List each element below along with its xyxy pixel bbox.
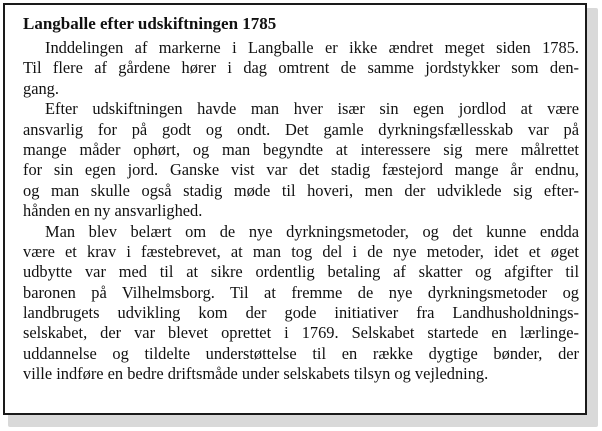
text-line xyxy=(23,364,579,384)
text-line-content: Til flere af gårdene hører i dag omtrent de samme jordstykker som den- xyxy=(23,58,579,78)
text-line-content: uddannelse og tildelte understøttelse til en række dygtige bønder, der xyxy=(23,343,579,363)
text-line xyxy=(23,323,579,343)
text-line-content: mange måder ophørt, og man begyndte at interessere sig mere målrettet xyxy=(23,139,579,159)
paragraph-lines xyxy=(23,38,579,385)
text-line xyxy=(23,58,579,78)
text-line xyxy=(23,262,579,282)
text-line xyxy=(23,303,579,323)
text-line-content: baronen på Vilhelmsborg. Til at fremme de nye dyrkningsmetoder og xyxy=(23,282,579,302)
text-line xyxy=(23,120,579,140)
text-line-content: ansvarlig for på godt og ondt. Det gamle dyrkningsfællesskab var på xyxy=(23,119,579,139)
text-line xyxy=(23,99,579,119)
text-line xyxy=(23,181,579,201)
text-line xyxy=(23,140,579,160)
text-line-content: landbrugets udvikling kom der gode initiativer fra Landhusholdnings- xyxy=(23,303,579,323)
text-line-content: udbytte var med til at sikre ordentlig betaling af skatter og afgifter til xyxy=(23,262,579,282)
document-frame xyxy=(3,3,587,415)
text-line-content: for sin egen jord. Ganske vist var det stadig fæstejord mange år endnu, xyxy=(23,160,579,180)
text-line xyxy=(23,38,579,58)
text-line-content: hånden en ny ansvarlighed. xyxy=(23,201,203,221)
text-line-content: selskabet, der var blevet oprettet i 1769. Selskabet startede en lærlinge- xyxy=(23,323,579,343)
text-line-content: Efter udskiftningen havde man hver især sin egen jordlod at være xyxy=(45,99,579,119)
text-line-content: Inddelingen af markerne i Langballe er ikke ændret meget siden 1785. xyxy=(45,38,579,57)
text-line xyxy=(23,160,579,180)
text-line-content: være et krav i fæstebrevet, at man tog del i de nye metoder, idet et øget xyxy=(23,241,579,261)
text-line-content: og man skulle også stadig møde til hoveri, men der udviklede sig efter- xyxy=(23,180,579,200)
text-line xyxy=(23,344,579,364)
text-line-content: gang. xyxy=(23,78,59,98)
text-line-content: Man blev belært om de nye dyrkningsmetoder, og det kunne endda xyxy=(45,221,579,241)
text-line-content: ville indføre en bedre driftsmåde under selskabets tilsyn og vejledning. xyxy=(23,364,489,384)
document-body xyxy=(23,13,579,385)
text-line xyxy=(23,222,579,242)
text-line xyxy=(23,201,579,221)
text-line xyxy=(23,79,579,99)
document-title: Langballe efter udskiftningen 1785 xyxy=(23,14,277,33)
text-line xyxy=(23,283,579,303)
text-line xyxy=(23,242,579,262)
